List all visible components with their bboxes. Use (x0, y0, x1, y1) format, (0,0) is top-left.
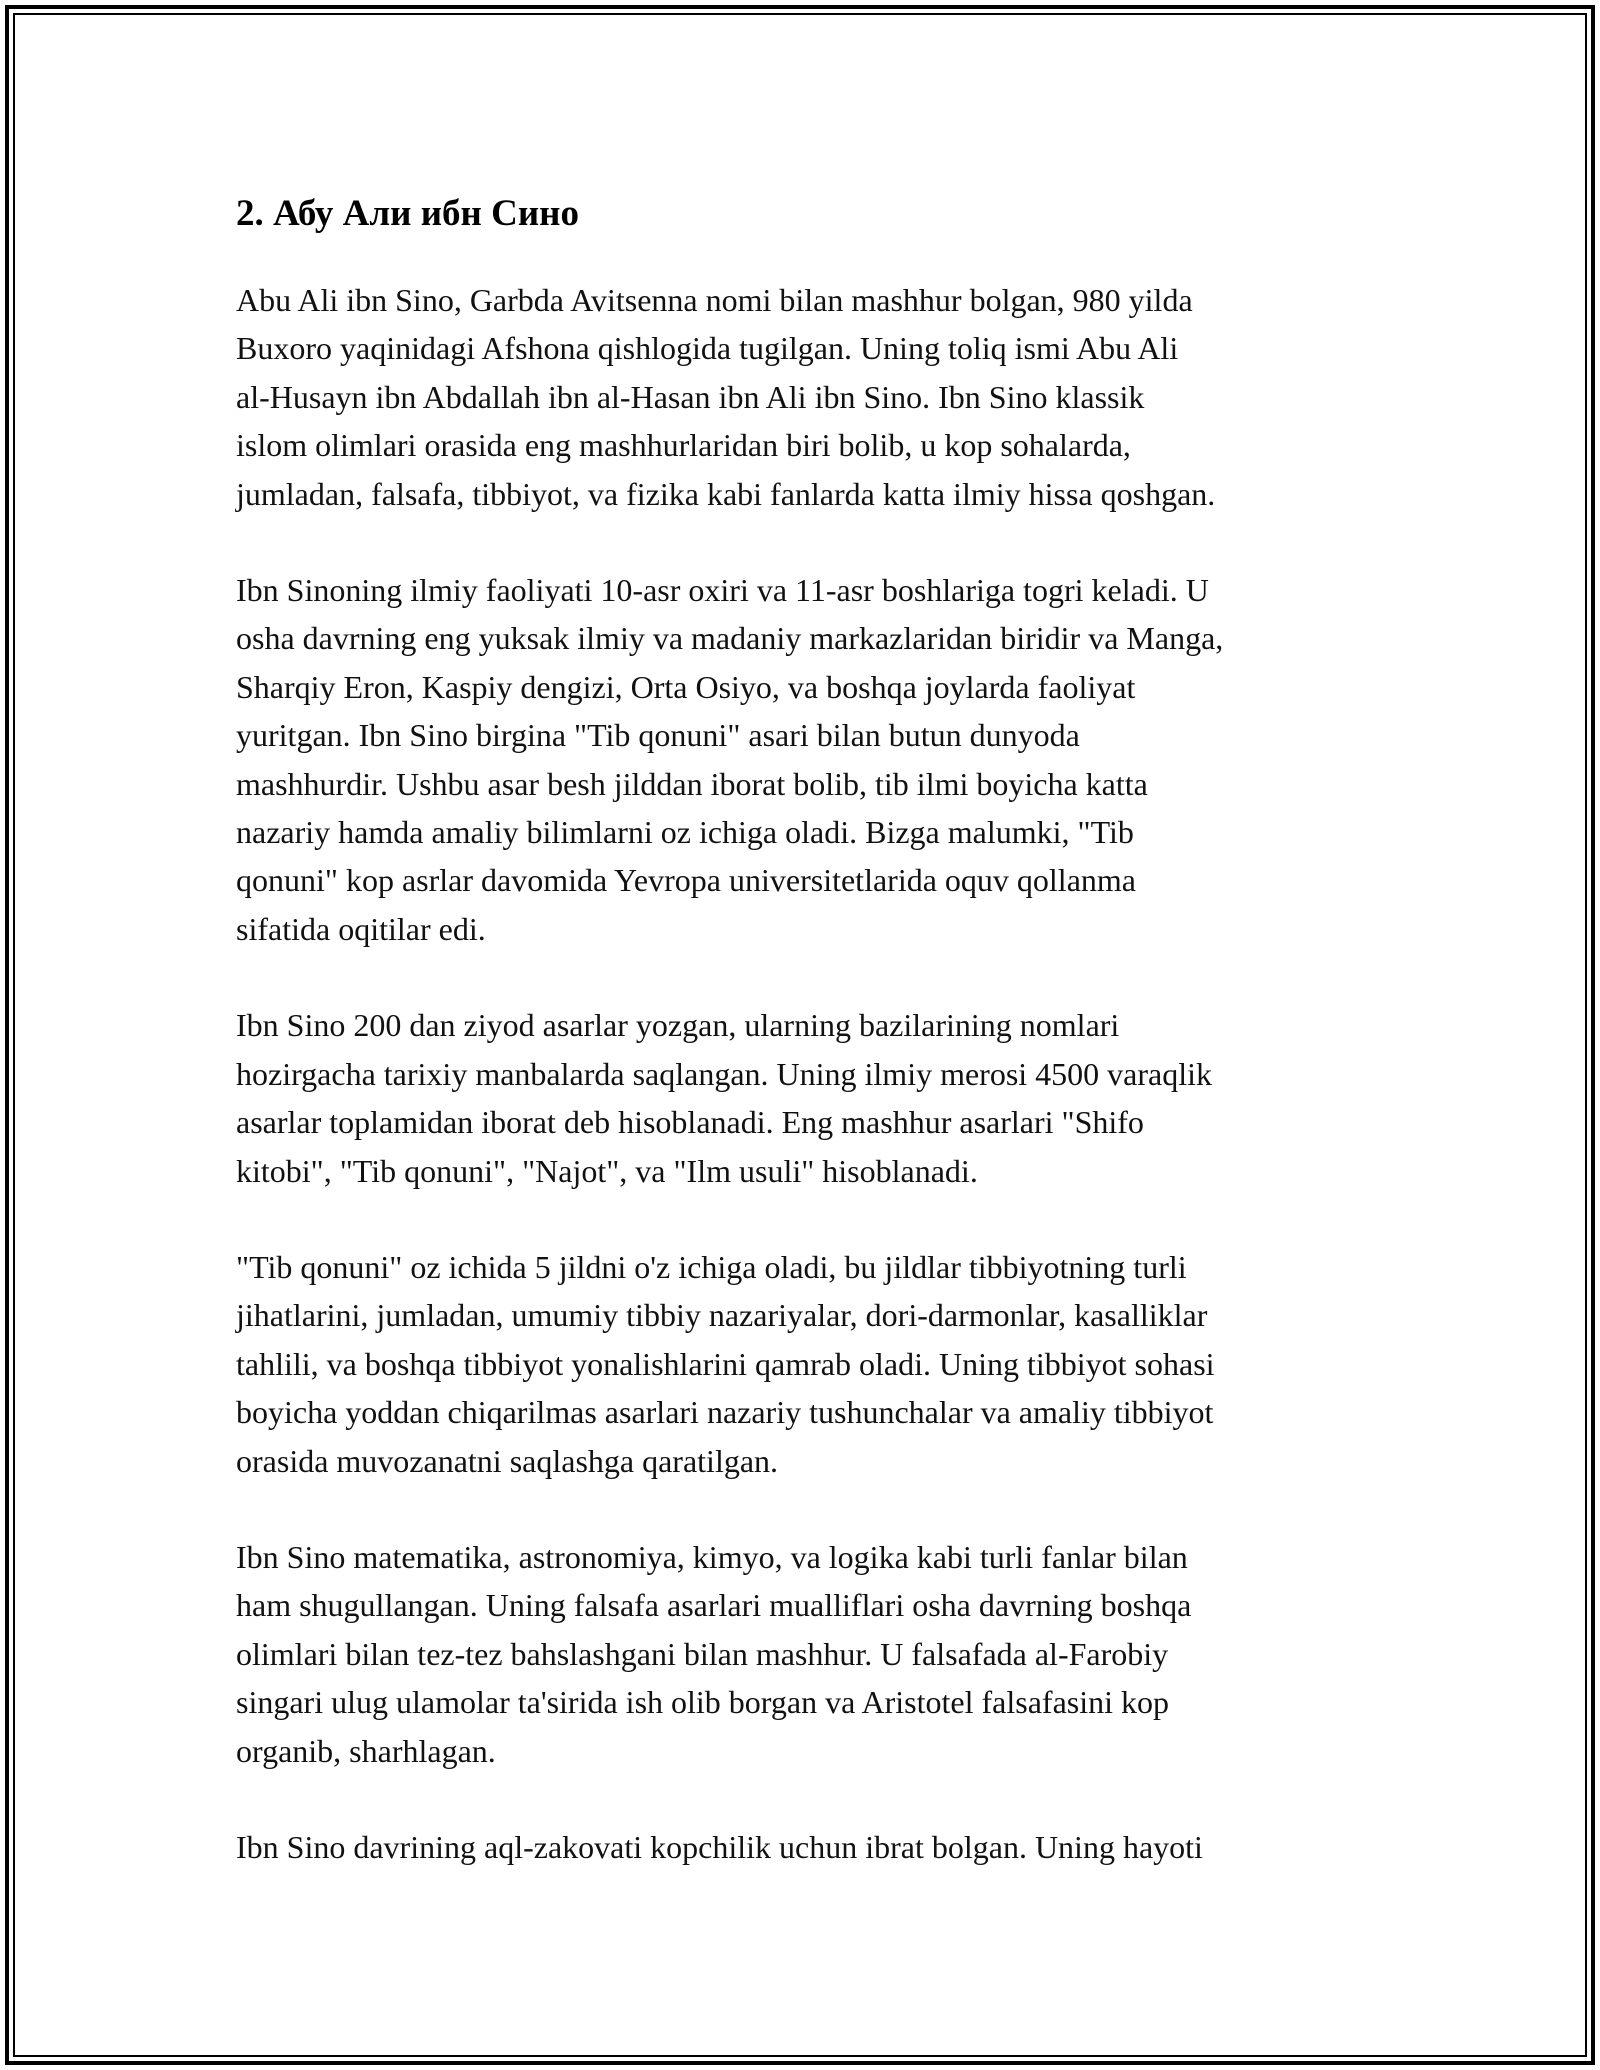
paragraph-2: Ibn Sinoning ilmiy faoliyati 10-asr oxiri va 11-asr boshlariga togri keladi. U osha davrning eng yuksak ilmiy va madaniy markazlaridan biridir va Manga, Sharqiy Eron, Kaspiy dengizi, Orta Osiyo, va boshqa joylarda faoliyat yuritgan. Ibn Sino birgina "Tib qonuni" asari bilan butun dunyoda mashhurdir. Ushbu asar besh jilddan iborat bolib, tib ilmi boyicha katta nazariy hamda amaliy bilimlarni oz ichiga oladi. Bizga malumki, "Tib qonuni" kop asrlar davomida Yevropa universitetlarida oquv qollanma sifatida oqitilar edi. (236, 572, 1224, 947)
paragraph-5: Ibn Sino matematika, astronomiya, kimyo, va logika kabi turli fanlar bilan ham shugullangan. Uning falsafa asarlari mualliflari osha davrning boshqa olimlari bilan tez-tez bahslashgani bilan mashhur. U falsafada al-Farobiy singari ulug ulamolar ta'sirida ish olib borgan va Aristotel falsafasini kop organib, sharhlagan. (236, 1538, 1192, 1769)
document-body (236, 186, 1386, 1871)
paragraph-1: Abu Ali ibn Sino, Garbda Avitsenna nomi bilan mashhur bolgan, 980 yilda Buxoro yaqinidagi Afshona qishlogida tugilgan. Uning toliq ismi Abu Ali al-Husayn ibn Abdallah ibn al-Hasan ibn Ali ibn Sino. Ibn Sino klassik islom olimlari orasida eng mashhurlaridan biri bolib, u kop sohalarda, jumladan, falsafa, tibbiyot, va fizika kabi fanlarda katta ilmiy hissa qoshgan. (236, 282, 1216, 512)
paragraph-4: "Tib qonuni" oz ichida 5 jildni o'z ichiga oladi, bu jildlar tibbiyotning turli jihatlarini, jumladan, umumiy tibbiy nazariyalar, dori-darmonlar, kasalliklar tahlili, va boshqa tibbiyot yonalishlarini qamrab oladi. Uning tibbiyot sohasi boyicha yoddan chiqarilmas asarlari nazariy tushunchalar va amaliy tibbiyot orasida muvozanatni saqlashga qaratilgan. (236, 1248, 1215, 1479)
section-heading: 2. Абу Али ибн Сино (236, 193, 579, 234)
paragraph-3: Ibn Sino 200 dan ziyod asarlar yozgan, ularning bazilarining nomlari hozirgacha tarixiy manbalarda saqlangan. Uning ilmiy merosi 4500 varaqlik asarlar toplamidan iborat deb hisoblanadi. Eng mashhur asarlari "Shifo kitobi", "Tib qonuni", "Najot", va "Ilm usuli" hisoblanadi. (236, 1007, 1213, 1189)
paragraph-6: Ibn Sino davrining aql-zakovati kopchilik uchun ibrat bolgan. Uning hayoti (236, 1828, 1203, 1865)
